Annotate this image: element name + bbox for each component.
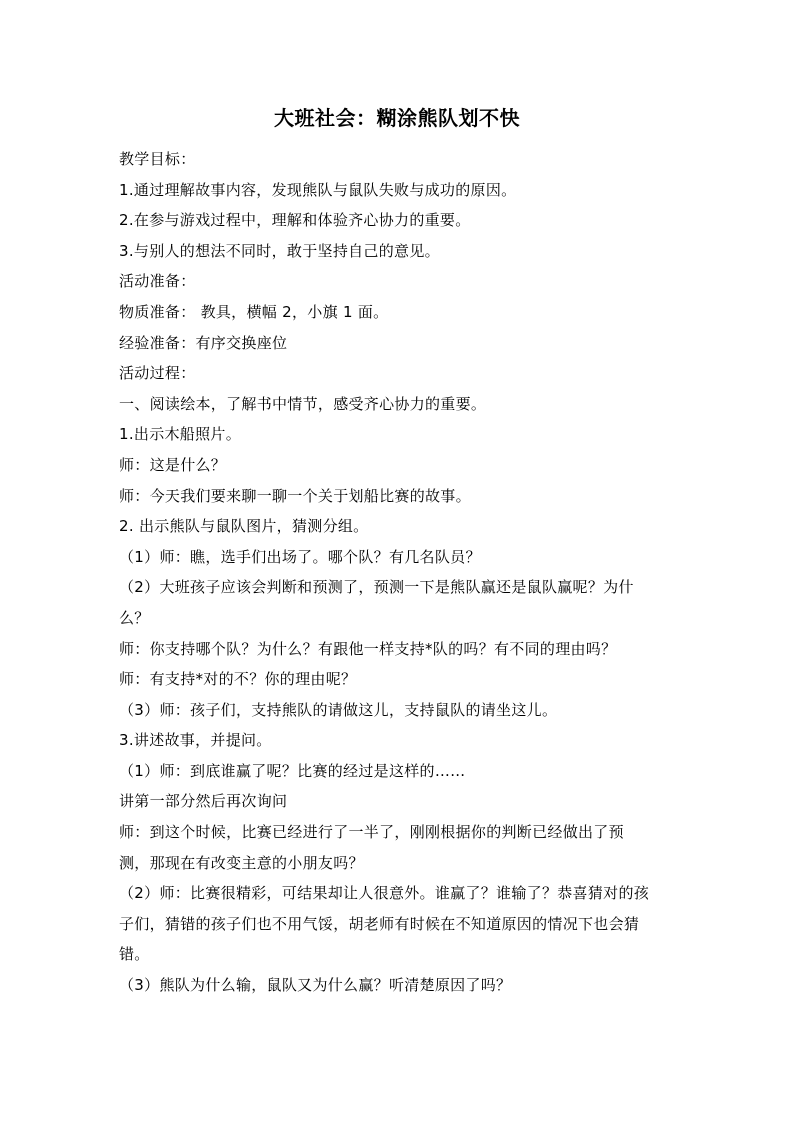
text-line: 师：有支持*对的不？你的理由呢？ — [119, 670, 357, 689]
document-body — [119, 144, 679, 1001]
section-1-heading: 一、阅读绘本，了解书中情节，感受齐心协力的重要。 — [119, 394, 487, 413]
text-line: 师：今天我们要来聊一聊一个关于划船比赛的故事。 — [119, 486, 471, 505]
text-line: （2）大班孩子应该会判断和预测了，预测一下是熊队赢还是鼠队赢呢？为什 — [119, 578, 634, 597]
step-1: 1.出示木船照片。 — [119, 425, 242, 444]
text-line: （1）师：到底谁赢了呢？比赛的经过是这样的…… — [119, 761, 466, 780]
material-preparation: 物质准备： 教具，横幅 2，小旗 1 面。 — [119, 302, 389, 321]
text-line: 错。 — [119, 945, 150, 964]
step-2: 2. 出示熊队与鼠队图片，猜测分组。 — [119, 517, 369, 536]
step-3: 3.讲述故事，并提问。 — [119, 731, 272, 750]
heading-activity-preparation: 活动准备： — [119, 272, 196, 291]
text-line: 师：到这个时候，比赛已经进行了一半了，刚刚根据你的判断已经做出了预 — [119, 823, 624, 842]
goal-item-1: 1.通过理解故事内容，发现熊队与鼠队失败与成功的原因。 — [119, 180, 517, 199]
heading-teaching-goals: 教学目标： — [119, 150, 196, 168]
text-line: 师：这是什么？ — [119, 455, 227, 474]
experience-preparation: 经验准备：有序交换座位 — [119, 333, 288, 352]
text-line: 子们，猜错的孩子们也不用气馁，胡老师有时候在不知道原因的情况下也会猜 — [119, 914, 640, 933]
text-line: （2）师：比赛很精彩，可结果却让人很意外。谁赢了？谁输了？恭喜猜对的孩 — [119, 884, 650, 903]
goal-item-3: 3.与别人的想法不同时，敢于坚持自己的意见。 — [119, 241, 440, 260]
heading-activity-process: 活动过程： — [119, 364, 196, 383]
text-line: 讲第一部分然后再次询问 — [119, 792, 288, 811]
text-line: （3）师：孩子们，支持熊队的请做这儿，支持鼠队的请坐这儿。 — [119, 700, 558, 719]
text-line: 么？ — [119, 608, 150, 627]
text-line: （1）师：瞧，选手们出场了。哪个队？有几名队员？ — [119, 547, 481, 566]
text-line: （3）熊队为什么输，鼠队又为什么赢？听清楚原因了吗？ — [119, 976, 512, 995]
text-line: 师：你支持哪个队？为什么？有跟他一样支持*队的吗？有不同的理由吗？ — [119, 639, 617, 658]
goal-item-2: 2.在参与游戏过程中，理解和体验齐心协力的重要。 — [119, 211, 471, 230]
text-line: 测，那现在有改变主意的小朋友吗？ — [119, 853, 364, 872]
document-title: 大班社会：糊涂熊队划不快 — [274, 106, 520, 130]
